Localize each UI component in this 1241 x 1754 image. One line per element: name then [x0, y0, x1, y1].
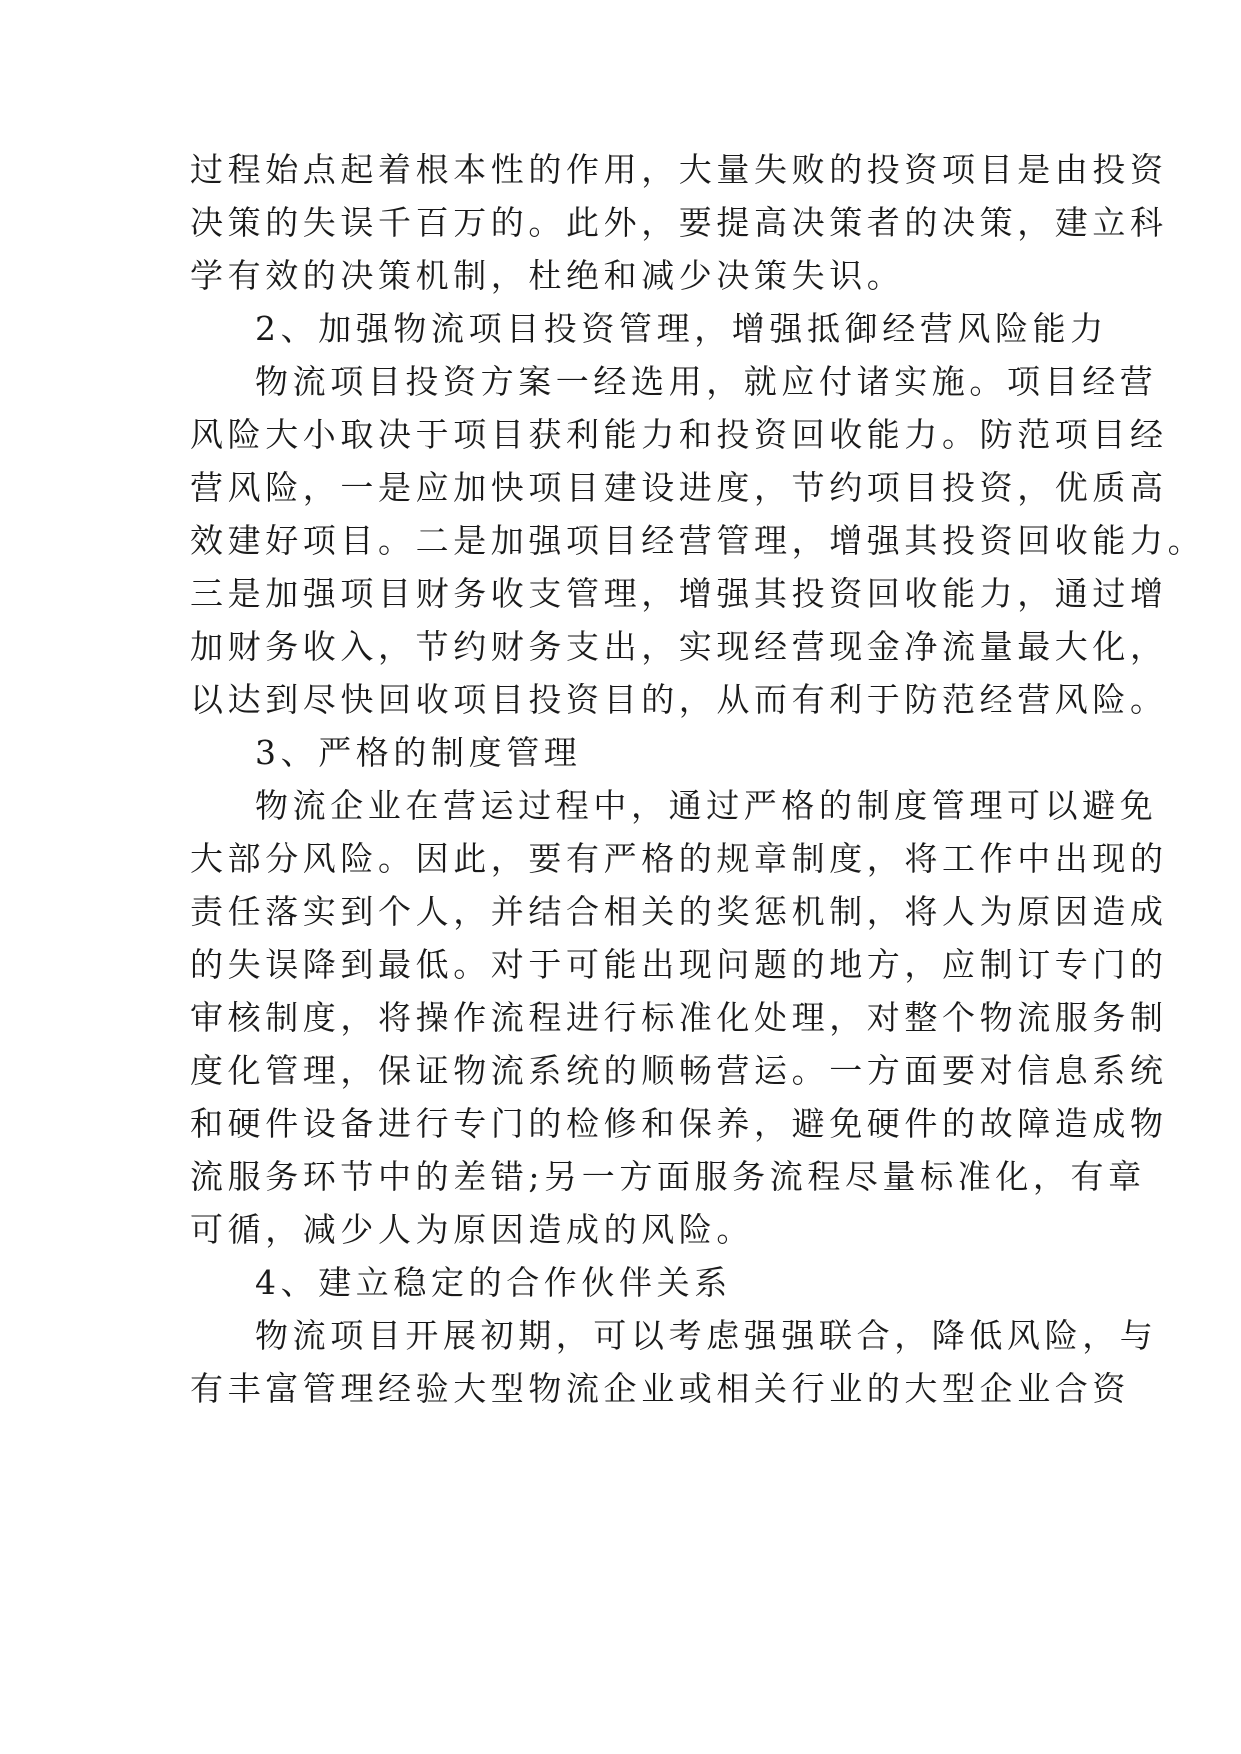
- body-text-line: 流服务环节中的差错;另一方面服务流程尽量标准化，有章: [190, 1157, 1146, 1196]
- section-heading-3: 3、严格的制度管理: [255, 733, 582, 772]
- body-text-line: 和硬件设备进行专门的检修和保养，避免硬件的故障造成物: [190, 1104, 1168, 1143]
- body-text-line: 决策的失误千百万的。此外，要提高决策者的决策，建立科: [190, 203, 1168, 242]
- body-text-line: 以达到尽快回收项目投资目的，从而有利于防范经营风险。: [190, 680, 1168, 719]
- body-text-line: 可循，减少人为原因造成的风险。: [190, 1210, 754, 1249]
- body-text-line: 物流项目投资方案一经选用，就应付诸实施。项目经营: [255, 362, 1158, 401]
- body-text-line: 效建好项目。二是加强项目经营管理，增强其投资回收能力。: [190, 521, 1206, 560]
- body-text-line: 的失误降到最低。对于可能出现问题的地方，应制订专门的: [190, 945, 1168, 984]
- body-text-line: 有丰富管理经验大型物流企业或相关行业的大型企业合资: [190, 1369, 1130, 1408]
- body-text-line: 加财务收入，节约财务支出，实现经营现金净流量最大化，: [190, 627, 1168, 666]
- body-text-line: 风险大小取决于项目获利能力和投资回收能力。防范项目经: [190, 415, 1168, 454]
- body-text-line: 责任落实到个人，并结合相关的奖惩机制，将人为原因造成: [190, 892, 1168, 931]
- body-text-line: 过程始点起着根本性的作用，大量失败的投资项目是由投资: [190, 150, 1168, 189]
- section-heading-4: 4、建立稳定的合作伙伴关系: [255, 1263, 732, 1302]
- body-text-line: 度化管理，保证物流系统的顺畅营运。一方面要对信息系统: [190, 1051, 1168, 1090]
- body-text-line: 三是加强项目财务收支管理，增强其投资回收能力，通过增: [190, 574, 1168, 613]
- body-text-line: 物流项目开展初期，可以考虑强强联合，降低风险，与: [255, 1316, 1158, 1355]
- section-heading-2: 2、加强物流项目投资管理，增强抵御经营风险能力: [255, 309, 1108, 348]
- body-text-line: 物流企业在营运过程中，通过严格的制度管理可以避免: [255, 786, 1158, 825]
- body-text-line: 营风险，一是应加快项目建设进度，节约项目投资，优质高: [190, 468, 1168, 507]
- body-text-line: 学有效的决策机制，杜绝和减少决策失识。: [190, 256, 905, 295]
- body-text-line: 大部分风险。因此，要有严格的规章制度，将工作中出现的: [190, 839, 1168, 878]
- body-text-line: 审核制度，将操作流程进行标准化处理，对整个物流服务制: [190, 998, 1168, 1037]
